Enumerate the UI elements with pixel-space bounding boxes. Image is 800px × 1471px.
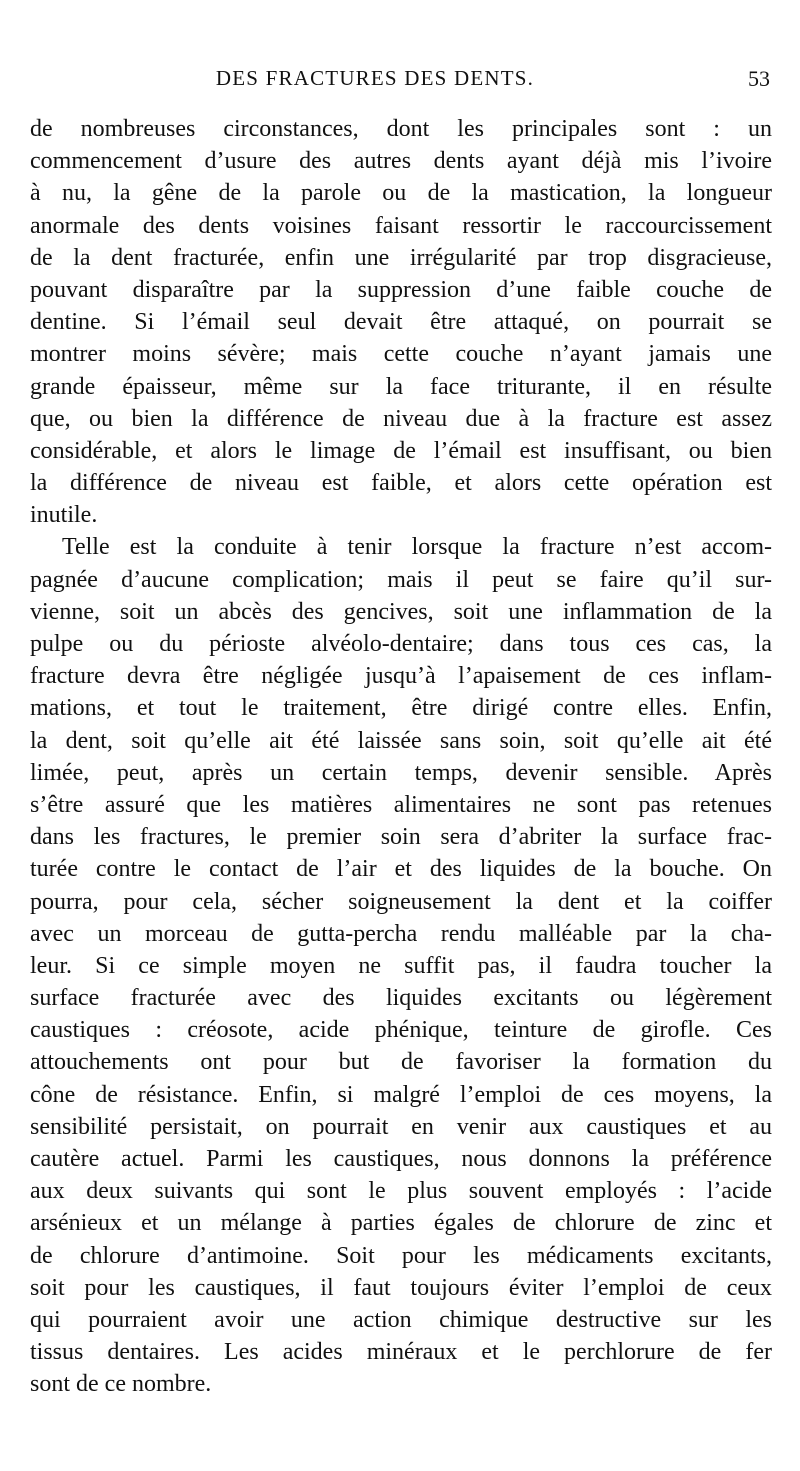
text-line: vienne, soit un abcès des gencives, soit une inflammation de la <box>30 598 772 625</box>
paragraph-end-line: sont de ce nombre. <box>30 1371 212 1398</box>
text-line: cautère actuel. Parmi les caustiques, nous donnons la préférence <box>30 1146 772 1172</box>
body-text <box>30 113 772 1401</box>
text-line: sensibilité persistait, on pourrait en venir aux caustiques et au <box>30 1113 772 1140</box>
text-line: pagnée d’aucune complication; mais il peut se faire qu’il sur- <box>30 566 772 593</box>
text-line: surface fracturée avec des liquides excitants ou légèrement <box>30 985 772 1012</box>
text-line: cône de résistance. Enfin, si malgré l’emploi de ces moyens, la <box>30 1081 772 1108</box>
text-line: attouchements ont pour but de favoriser la formation du <box>30 1049 772 1076</box>
text-line: grande épaisseur, même sur la face triturante, il en résulte <box>30 373 772 400</box>
text-line: commencement d’usure des autres dents ayant déjà mis l’ivoire <box>30 148 772 175</box>
page-number: 53 <box>748 66 770 91</box>
text-line: pouvant disparaître par la suppression d’une faible couche de <box>30 276 772 303</box>
text-line: aux deux suivants qui sont le plus souvent employés : l’acide <box>30 1178 772 1205</box>
text-line: de nombreuses circonstances, dont les principales sont : un <box>30 116 772 142</box>
text-line: que, ou bien la différence de niveau due à la fracture est assez <box>30 405 772 432</box>
paragraph-end-line: inutile. <box>30 502 98 529</box>
text-line: pulpe ou du périoste alvéolo-dentaire; dans tous ces cas, la <box>30 631 772 657</box>
text-line: anormale des dents voisines faisant ressortir le raccourcissement <box>30 212 772 239</box>
text-line: montrer moins sévère; mais cette couche n’ayant jamais une <box>30 341 772 368</box>
text-line: de chlorure d’antimoine. Soit pour les médicaments excitants, <box>30 1242 772 1269</box>
text-line: qui pourraient avoir une action chimique destructive sur les <box>30 1306 772 1333</box>
text-line: considérable, et alors le limage de l’émail est insuffisant, ou bien <box>30 437 772 464</box>
text-line: avec un morceau de gutta-percha rendu malléable par la cha- <box>30 920 772 947</box>
text-line: dans les fractures, le premier soin sera d’abriter la surface frac- <box>30 824 772 851</box>
text-line: à nu, la gêne de la parole ou de la mastication, la longueur <box>30 180 772 207</box>
text-line: arsénieux et un mélange à parties égales de chlorure de zinc et <box>30 1210 772 1237</box>
text-line: la dent, soit qu’elle ait été laissée sans soin, soit qu’elle ait été <box>30 727 772 754</box>
text-line: de la dent fracturée, enfin une irrégularité par trop disgracieuse, <box>30 244 772 271</box>
text-line: caustiques : créosote, acide phénique, teinture de girofle. Ces <box>30 1017 772 1044</box>
text-line: mations, et tout le traitement, être dirigé contre elles. Enfin, <box>30 695 772 722</box>
text-line: leur. Si ce simple moyen ne suffit pas, il faudra toucher la <box>30 952 772 979</box>
text-line: pourra, pour cela, sécher soigneusement la dent et la coiffer <box>30 888 772 915</box>
text-line: tissus dentaires. Les acides minéraux et le perchlorure de fer <box>30 1339 772 1366</box>
running-title: DES FRACTURES DES DENTS. <box>215 66 535 90</box>
running-head <box>0 66 800 96</box>
text-line: dentine. Si l’émail seul devait être attaqué, on pourrait se <box>30 309 772 336</box>
paragraph-first-line: Telle est la conduite à tenir lorsque la fracture n’est accom- <box>62 534 772 561</box>
text-line: s’être assuré que les matières alimentaires ne sont pas retenues <box>30 791 772 818</box>
text-line: limée, peut, après un certain temps, devenir sensible. Après <box>30 759 772 786</box>
text-line: soit pour les caustiques, il faut toujours éviter l’emploi de ceux <box>30 1274 772 1301</box>
text-line: la différence de niveau est faible, et alors cette opération est <box>30 470 772 497</box>
text-line: turée contre le contact de l’air et des liquides de la bouche. On <box>30 856 772 883</box>
text-line: fracture devra être négligée jusqu’à l’apaisement de ces inflam- <box>30 663 772 690</box>
